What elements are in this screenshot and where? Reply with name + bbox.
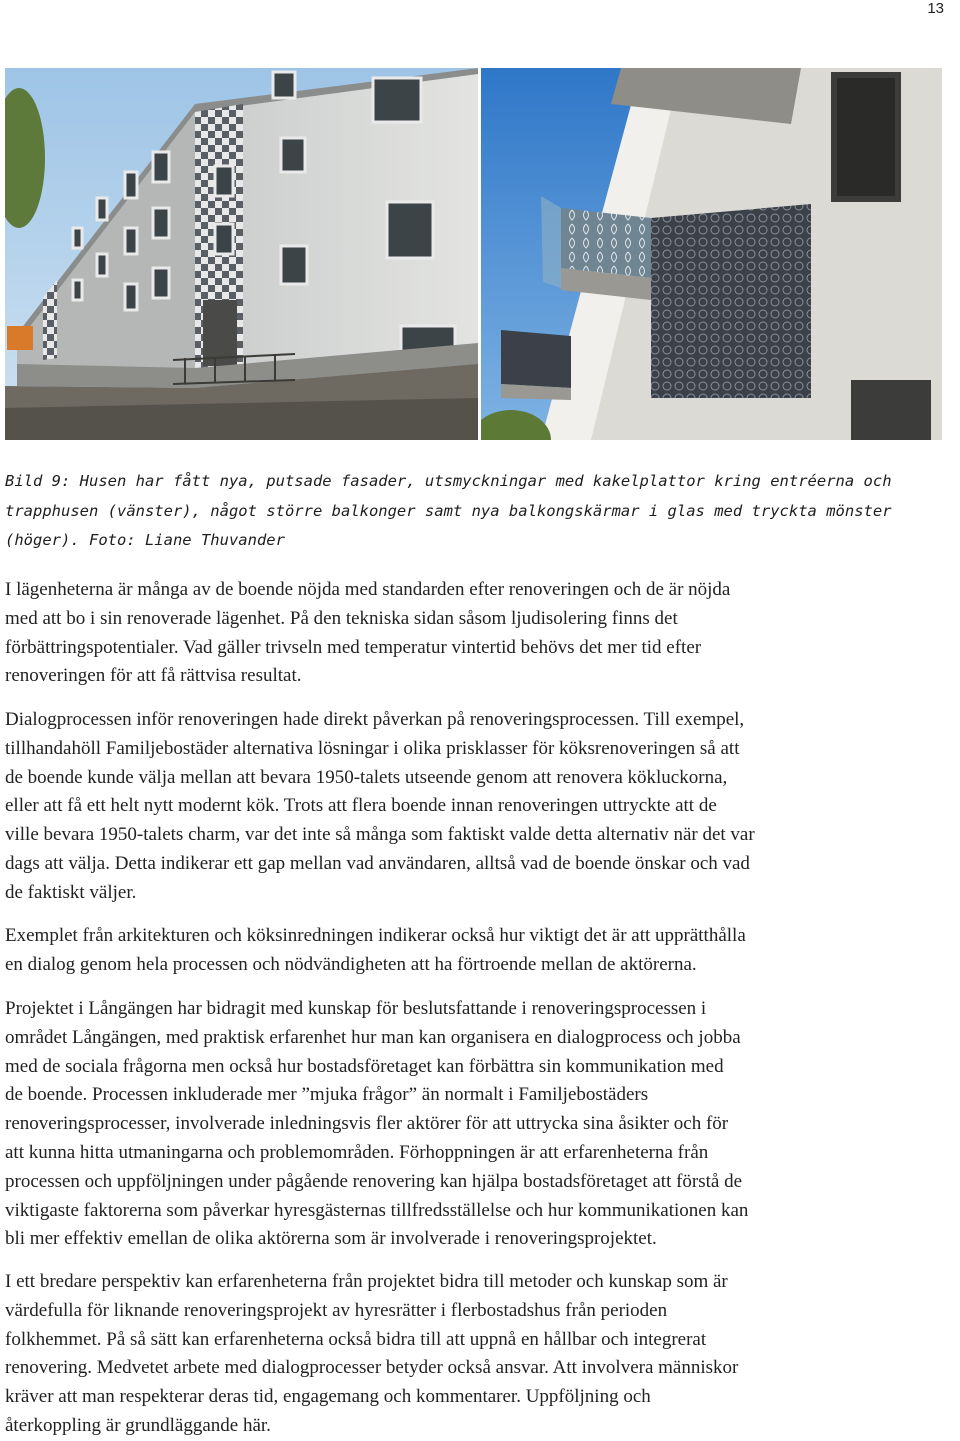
text-line: de boende kunde välja mellan att bevara 1950-talets utseende genom att renovera kökluckorna, — [5, 766, 728, 788]
text-line: I ett bredare perspektiv kan erfarenheterna från projektet bidra till metoder och kunskap som är — [5, 1271, 728, 1292]
text-line: bli mer effektiv emellan de olika aktörerna som är involverade i renoveringsprojektet. — [5, 1228, 657, 1250]
text-line: de boende. Processen inkluderade mer ”mjuka frågor” än normalt i Familjebostäders — [5, 1084, 649, 1106]
text-line: området Långängen, med praktisk erfarenhet hur man kan organisera en dialogprocess och jobba — [5, 1026, 741, 1048]
text-line: renoveringen för att få rättvisa resultat. — [5, 665, 302, 687]
text-line: värdefulla för liknande renoveringsprojekt av hyresrätter i flerbostadshus från perioden — [5, 1299, 668, 1321]
text-line: återkoppling är grundläggande här. — [5, 1414, 271, 1436]
text-line: en dialog genom hela processen och nödvändigheten att ha förtroende mellan de aktörerna. — [5, 953, 697, 975]
text-line: I lägenheterna är många av de boende nöjda med standarden efter renoveringen och de är nöjda — [5, 579, 731, 600]
text-line: tillhandahöll Familjebostäder alternativa lösningar i olika prisklasser för köksrenoveringen så att — [5, 737, 740, 759]
text-line: de faktiskt väljer. — [5, 881, 137, 903]
page-number: 13 — [927, 0, 944, 17]
text-line: renovering. Medvetet arbete med dialogprocesser betyder också ansvar. Att involvera människor — [5, 1357, 739, 1379]
text-line: med de sociala frågorna men också hur bostadsföretaget kan förbättra sin kommunikation med — [5, 1055, 724, 1077]
caption-line: Bild 9: Husen har fått nya, putsade fasader, utsmyckningar med kakelplattor kring entréerna och — [5, 472, 892, 490]
caption-line: (höger). Foto: Liane Thuvander — [5, 531, 285, 549]
text-line: processen och uppföljningen under pågående renovering kan hjälpa bostadsföretaget att förstå de — [5, 1170, 743, 1192]
figure-caption — [5, 467, 950, 556]
paragraph-broader-perspective — [5, 1268, 955, 1441]
text-line: Projektet i Långängen har bidragit med kunskap för beslutsfattande i renoveringsprocessen i — [5, 998, 707, 1019]
paragraph-example — [5, 922, 955, 980]
text-line: viktigaste faktorerna som påverkar hyresgästernas tillfredsställelse och hur kommunikationen kan — [5, 1199, 749, 1221]
text-line: folkhemmet. På så sätt kan erfarenheterna också bidra till att uppnå en hållbar och integrerat — [5, 1328, 707, 1350]
text-line: ville bevara 1950-talets charm, var det inte så många som faktiskt valde detta alternativ när det var — [5, 824, 755, 846]
paragraph-satisfaction — [5, 576, 955, 691]
figure-photos — [5, 68, 942, 440]
text-line: Dialogprocessen inför renoveringen hade direkt påverkan på renoveringsprocessen. Till exempel, — [5, 709, 745, 730]
text-line: Exemplet från arkitekturen och köksinredningen indikerar också hur viktigt det är att upprätthålla — [5, 925, 746, 946]
text-line: renoveringsprocesser, involverade inledningsvis fler aktörer för att uttrycka sina åsikter och för — [5, 1113, 729, 1135]
balconies-photo — [481, 68, 942, 440]
text-line: med att bo i sin renoverade lägenhet. På den tekniska sidan såsom ljudisolering finns det — [5, 607, 678, 629]
text-line: dags att välja. Detta indikerar ett gap mellan vad användaren, alltså vad de boende önskar och vad — [5, 852, 750, 874]
text-line: eller att få ett helt nytt modernt kök. Trots att flera boende innan renoveringen uttryckte att de — [5, 795, 717, 817]
text-line: förbättringspotentialer. Vad gäller trivseln med temperatur vintertid behövs det mer tid efter — [5, 636, 702, 658]
caption-line: trapphusen (vänster), något större balkonger samt nya balkongskärmar i glas med tryckta mönster — [5, 501, 892, 520]
text-line: att kunna hitta utmaningarna och problemområden. Förhoppningen är att erfarenheterna från — [5, 1141, 709, 1163]
paragraph-dialogue-process — [5, 706, 955, 908]
text-line: kräver att man respekterar deras tid, engagemang och kommentarer. Uppföljning och — [5, 1386, 651, 1408]
paragraph-project-contribution — [5, 995, 955, 1254]
building-facade-photo — [5, 68, 478, 440]
